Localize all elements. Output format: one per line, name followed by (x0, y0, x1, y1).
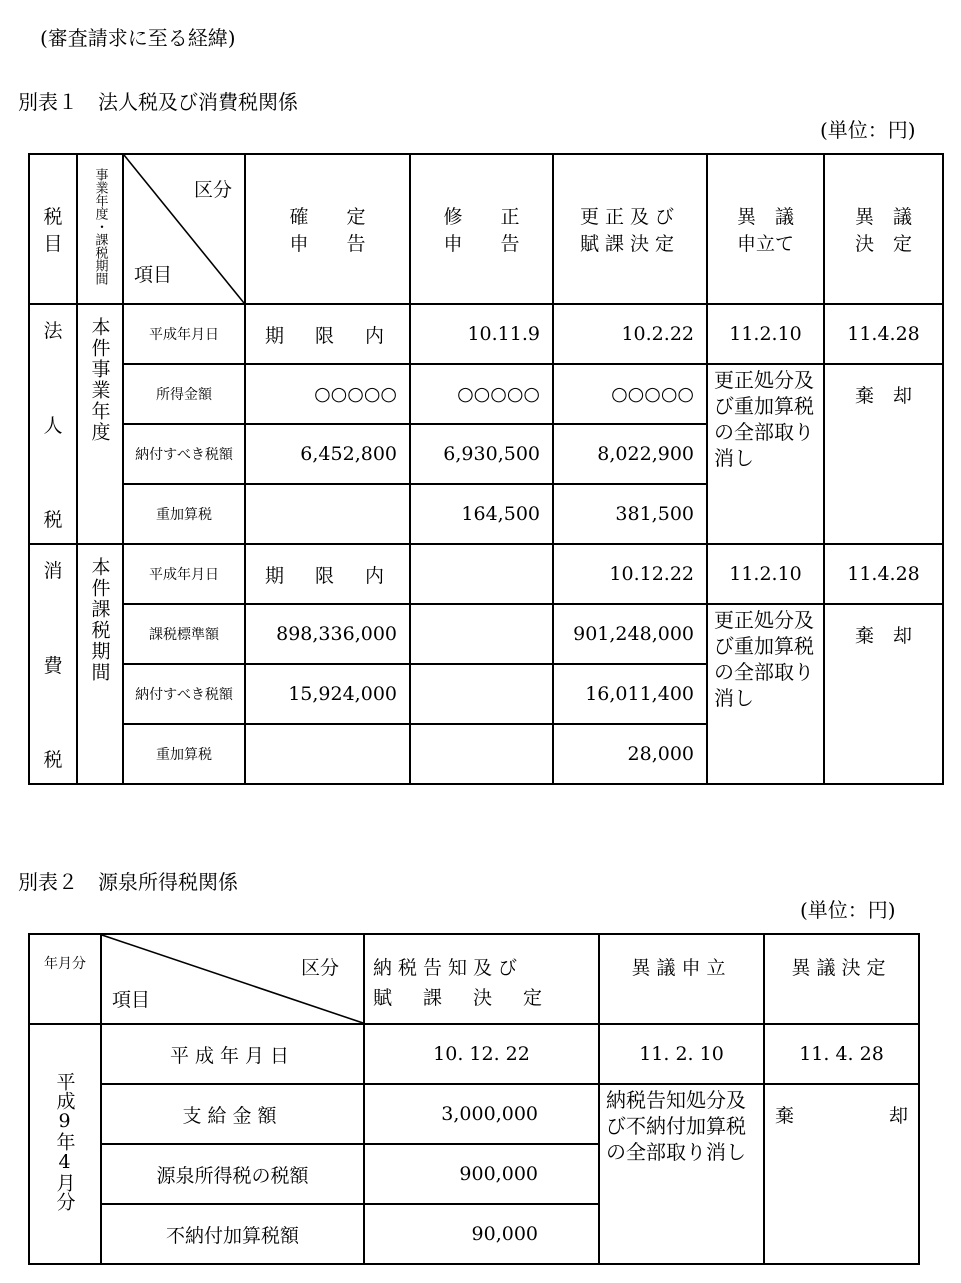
kubun-koumoku-header: 区分 項目 (101, 934, 364, 1024)
period-label: 平成9年4月分 (29, 1024, 101, 1264)
kubun-koumoku-header: 区分 項目 (123, 154, 245, 304)
table-row (29, 1084, 919, 1144)
kosei-value: 10.12.22 (553, 544, 707, 604)
kosei-header: 更正及び 賦課決定 (553, 154, 707, 304)
igi-value: 11.2.10 (707, 544, 824, 604)
shusei-value: ○○○○○ (410, 364, 553, 424)
kakutei-header: 確 定 申 告 (245, 154, 410, 304)
table-row (29, 1024, 919, 1084)
kosei-value: 8,022,900 (553, 424, 707, 484)
table2-header-row (29, 934, 919, 1024)
shusei-header: 修 正 申 告 (410, 154, 553, 304)
shusei-value: 10.11.9 (410, 304, 553, 364)
page-heading: (審査請求に至る経緯) (40, 26, 236, 50)
row-item: 平成年月日 (101, 1024, 364, 1084)
nouzei-header: 納税告知及び 賦 課 決 定 (364, 934, 599, 1024)
shohi-kettei-note: 棄 却 (824, 604, 943, 784)
table2 (28, 933, 920, 1265)
nouzei-value: 900,000 (364, 1144, 599, 1204)
shohi-period: 本件課税期間 (77, 544, 123, 784)
row-item: 課税標準額 (123, 604, 245, 664)
igi-header: 異議申立 (599, 934, 764, 1024)
row-item: 源泉所得税の税額 (101, 1144, 364, 1204)
kakutei-value: 898,336,000 (245, 604, 410, 664)
nouzei-value: 90,000 (364, 1204, 599, 1264)
row-item: 所得金額 (123, 364, 245, 424)
row-item: 納付すべき税額 (123, 424, 245, 484)
period-header: 事業年度・課税期間 (77, 154, 123, 304)
kakutei-value: 6,452,800 (245, 424, 410, 484)
kakutei-value: 期 限 内 (245, 304, 410, 364)
kosei-value: 901,248,000 (553, 604, 707, 664)
row-item: 平成年月日 (123, 304, 245, 364)
table-row (29, 604, 943, 664)
row-item: 納付すべき税額 (123, 664, 245, 724)
kosei-value: 16,011,400 (553, 664, 707, 724)
kakutei-value: ○○○○○ (245, 364, 410, 424)
kettei-value: 11.4.28 (824, 544, 943, 604)
row-item: 支給金額 (101, 1084, 364, 1144)
table2-unit: (単位：円) (800, 898, 896, 922)
table1 (28, 153, 944, 785)
igi-header: 異 議 申立て (707, 154, 824, 304)
row-item: 不納付加算税額 (101, 1204, 364, 1264)
shusei-value: 164,500 (410, 484, 553, 544)
kakutei-value: 期 限 内 (245, 544, 410, 604)
shusei-value (410, 724, 553, 784)
shusei-value (410, 664, 553, 724)
shusei-value: 6,930,500 (410, 424, 553, 484)
table-row (29, 304, 943, 364)
shusei-value (410, 604, 553, 664)
table1-unit: (単位：円) (820, 118, 916, 142)
table-row (29, 364, 943, 424)
kosei-value: 381,500 (553, 484, 707, 544)
shohi-tax-label: 消 費 税 (29, 544, 77, 784)
kosei-value: 10.2.22 (553, 304, 707, 364)
kettei-value: 11.4.28 (824, 304, 943, 364)
kettei-value: 11. 4. 28 (764, 1024, 919, 1084)
table2-kettei-note: 棄 却 (764, 1084, 919, 1264)
table2-title: 別表２ 源泉所得税関係 (18, 870, 238, 894)
kosei-value: ○○○○○ (553, 364, 707, 424)
kettei-header: 異議決定 (764, 934, 919, 1024)
table1-header-row (29, 154, 943, 304)
table-row (29, 544, 943, 604)
tax-item-header: 税 目 (29, 154, 77, 304)
nouzei-value: 3,000,000 (364, 1084, 599, 1144)
row-item: 平成年月日 (123, 544, 245, 604)
hojin-period: 本件事業年度 (77, 304, 123, 544)
kakutei-value (245, 724, 410, 784)
row-item: 重加算税 (123, 724, 245, 784)
shusei-value (410, 544, 553, 604)
shohi-igi-note: 更正処分及び重加算税の全部取り消し (707, 604, 824, 784)
kakutei-value: 15,924,000 (245, 664, 410, 724)
table1-title: 別表１ 法人税及び消費税関係 (18, 90, 298, 114)
igi-value: 11. 2. 10 (599, 1024, 764, 1084)
nouzei-value: 10. 12. 22 (364, 1024, 599, 1084)
igi-kettei-header: 異 議 決 定 (824, 154, 943, 304)
table2-igi-note: 納税告知処分及び不納付加算税の全部取り消し (599, 1084, 764, 1264)
row-item: 重加算税 (123, 484, 245, 544)
hojin-igi-note: 更正処分及び重加算税の全部取り消し (707, 364, 824, 544)
hojin-tax-label: 法 人 税 (29, 304, 77, 544)
igi-value: 11.2.10 (707, 304, 824, 364)
hojin-kettei-note: 棄 却 (824, 364, 943, 544)
kosei-value: 28,000 (553, 724, 707, 784)
period-header: 年月分 (29, 934, 101, 1024)
kakutei-value (245, 484, 410, 544)
